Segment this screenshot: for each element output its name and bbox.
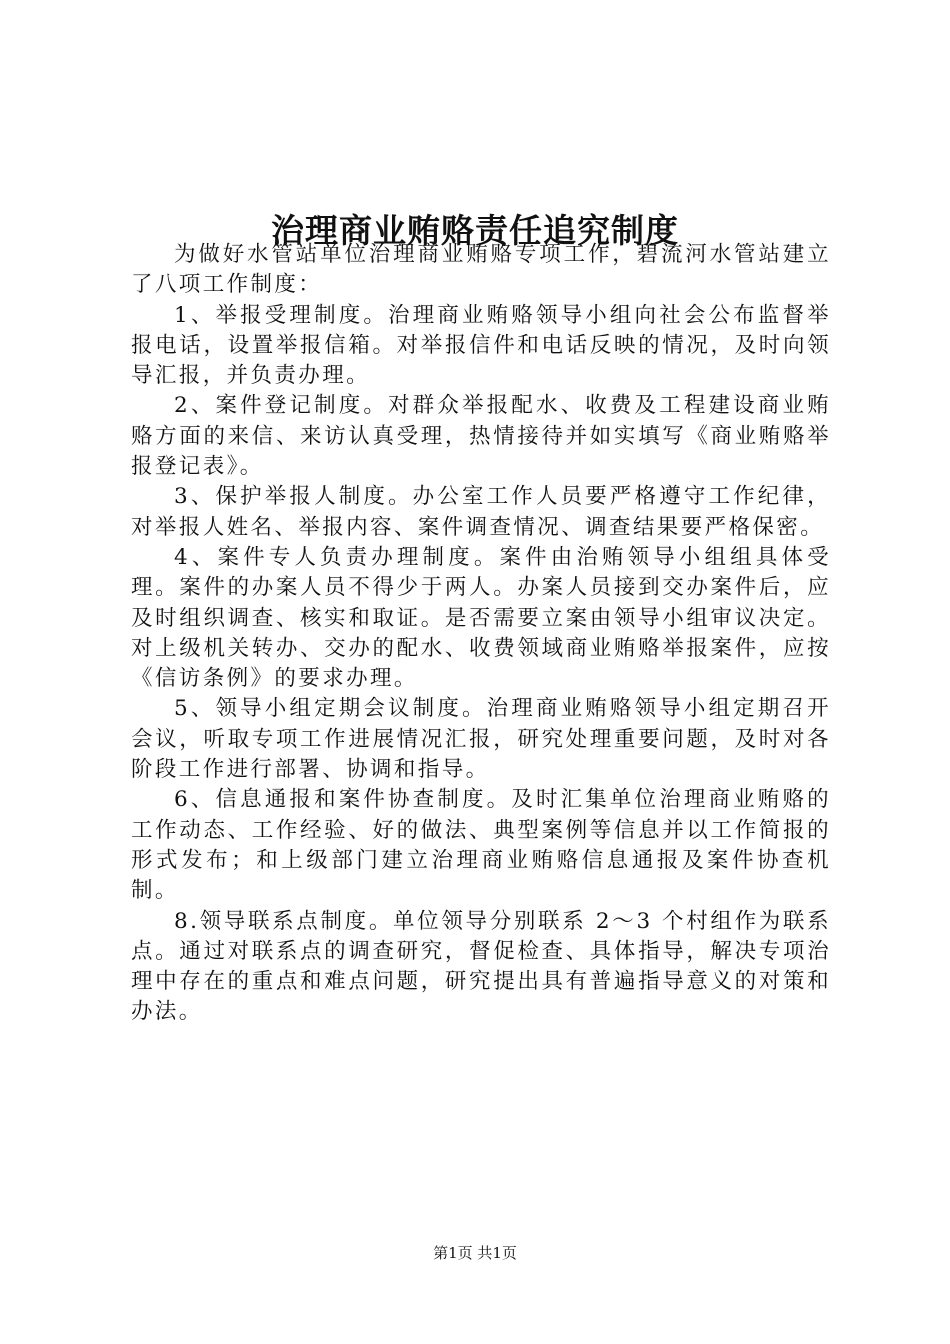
paragraph-information-sharing: 6、信息通报和案件协查制度。及时汇集单位治理商业贿赂的工作动态、工作经验、好的做法、典型案例等信息并以工作简报的形式发布；和上级部门建立治理商业贿赂信息通报及案件协查机制。 <box>131 787 831 904</box>
paragraph-regular-meetings: 5、领导小组定期会议制度。治理商业贿赂领导小组定期召开会议，听取专项工作进展情况汇报，研究处理重要问题，及时对各阶段工作进行部署、协调和指导。 <box>131 696 831 783</box>
document-body <box>131 240 831 1028</box>
paragraph-whistleblower-protection: 3、保护举报人制度。办公室工作人员要严格遵守工作纪律，对举报人姓名、举报内容、案件调查情况、调查结果要严格保密。 <box>131 484 831 540</box>
intro-paragraph: 为做好水管站单位治理商业贿赂专项工作，碧流河水管站建立了八项工作制度： <box>131 242 831 298</box>
page-footer: 第1页 共1页 <box>433 1244 517 1262</box>
paragraph-case-registration: 2、案件登记制度。对群众举报配水、收费及工程建设商业贿赂方面的来信、来访认真受理，热情接待并如实填写《商业贿赂举报登记表》。 <box>131 393 831 480</box>
paragraph-case-handling: 4、案件专人负责办理制度。案件由治贿领导小组组具体受理。案件的办案人员不得少于两人。办案人员接到交办案件后，应及时组织调查、核实和取证。是否需要立案由领导小组审议决定。对上级机关转办、交办的配水、收费领域商业贿赂举报案件，应按《信访条例》的要求办理。 <box>131 544 831 692</box>
document-title: 治理商业贿赂责任追究制度 <box>271 211 679 251</box>
paragraph-report-acceptance: 1、举报受理制度。治理商业贿赂领导小组向社会公布监督举报电话，设置举报信箱。对举报信件和电话反映的情况，及时向领导汇报，并负责办理。 <box>131 302 831 389</box>
paragraph-leadership-contact: 8.领导联系点制度。单位领导分别联系 2～3 个村组作为联系点。通过对联系点的调查研究，督促检查、具体指导，解决专项治理中存在的重点和难点问题，研究提出具有普遍指导意义的对策和办法。 <box>131 908 831 1025</box>
